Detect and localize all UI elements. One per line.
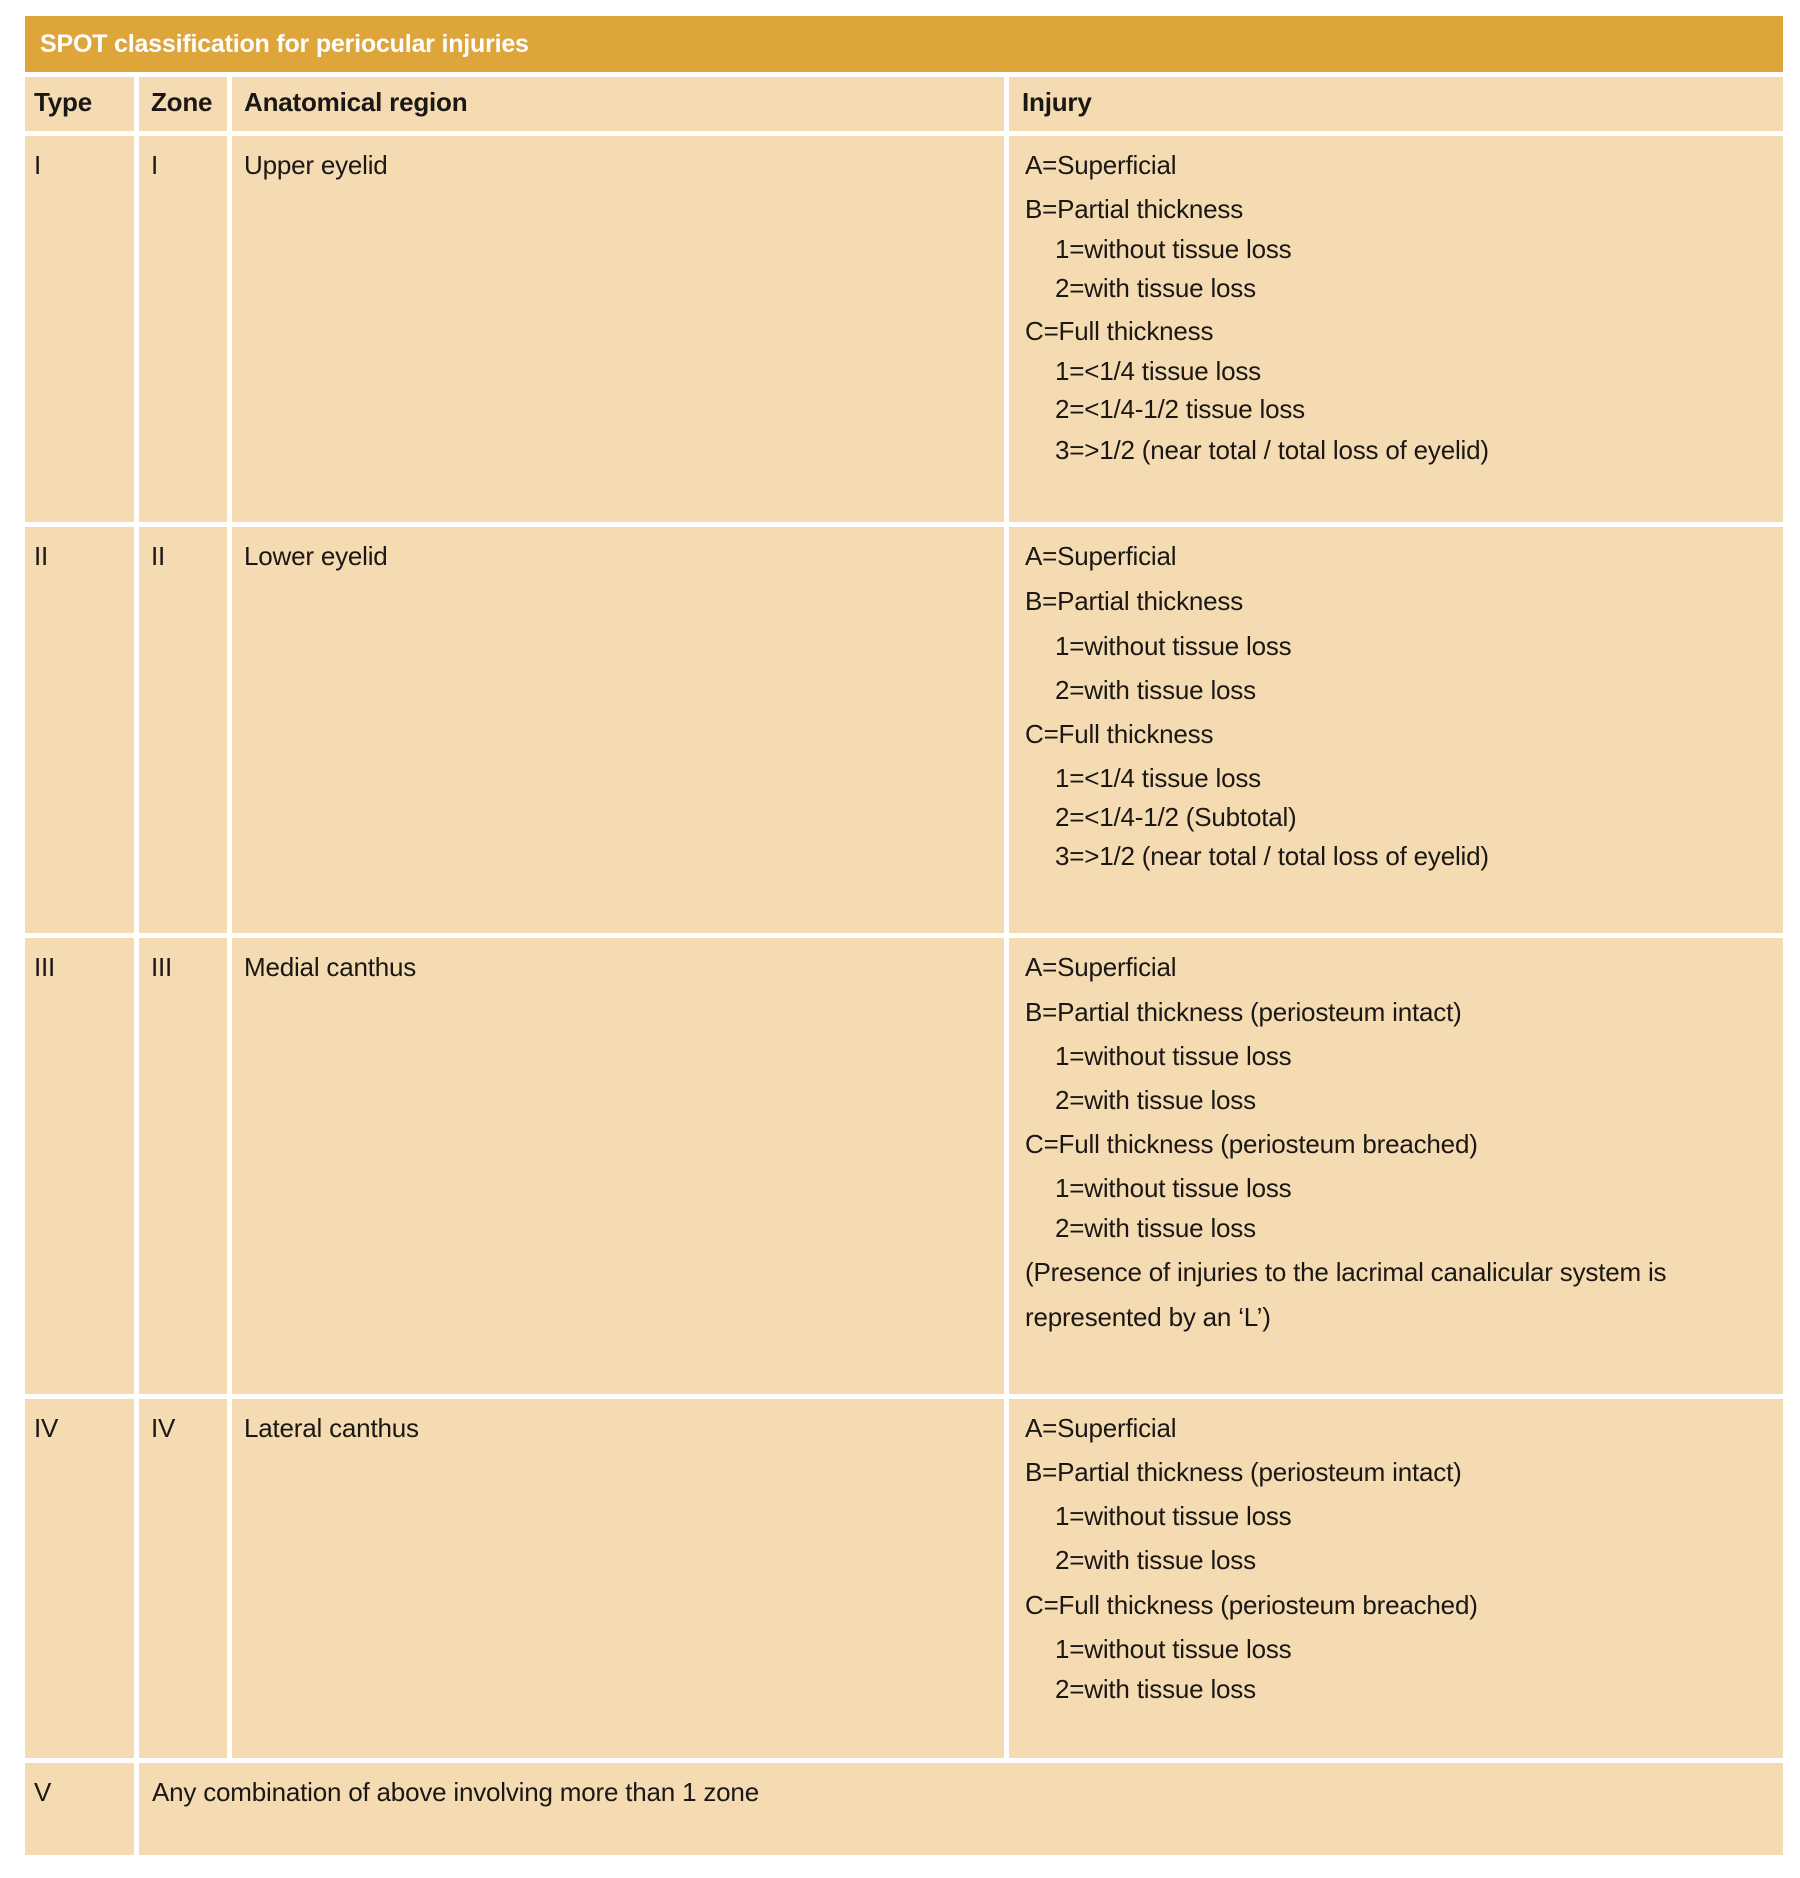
- table-row-region-text: Lower eyelid: [244, 541, 388, 571]
- injury-line: 1=without tissue loss: [1055, 1634, 1292, 1664]
- injury-line: A=Superficial: [1025, 952, 1177, 982]
- injury-line: A=Superficial: [1025, 541, 1177, 571]
- table-row-zone-text: II: [151, 541, 166, 571]
- injury-line: 1=<1/4 tissue loss: [1055, 763, 1261, 793]
- header-injury: Injury: [1009, 77, 1783, 131]
- table-row-zone-text: I: [151, 150, 159, 180]
- table-row-region: [232, 136, 1004, 522]
- table-row-zone: [139, 938, 227, 1394]
- table-row-v-type: V: [25, 1763, 134, 1855]
- table-row-zone: [139, 136, 227, 522]
- injury-line: B=Partial thickness (periosteum intact): [1025, 1457, 1462, 1487]
- injury-line: 3=>1/2 (near total / total loss of eyelid): [1055, 435, 1489, 465]
- table-row-type: [25, 527, 134, 933]
- injury-line: 2=<1/4-1/2 tissue loss: [1055, 394, 1305, 424]
- table-row-zone-text: III: [151, 952, 173, 982]
- injury-line: 2=<1/4-1/2 (Subtotal): [1055, 802, 1297, 832]
- injury-line: B=Partial thickness (periosteum intact): [1025, 997, 1462, 1027]
- injury-line: 1=without tissue loss: [1055, 631, 1292, 661]
- table-title: SPOT classification for periocular injuries: [25, 16, 1783, 72]
- header-anatomical-region: Anatomical region: [232, 77, 1004, 131]
- injury-line: A=Superficial: [1025, 150, 1177, 180]
- injury-line: A=Superficial: [1025, 1413, 1177, 1443]
- table-row-injury: [1009, 938, 1783, 1394]
- table-row-zone: [139, 1399, 227, 1758]
- header-type: Type: [25, 77, 134, 131]
- injury-line: C=Full thickness (periosteum breached): [1025, 1590, 1478, 1620]
- table-row-zone-text: IV: [151, 1413, 176, 1443]
- table-row-region-text: Medial canthus: [244, 952, 417, 982]
- injury-line: 1=without tissue loss: [1055, 1041, 1292, 1071]
- table-row-type: [25, 136, 134, 522]
- table-row-type-text: I: [34, 150, 42, 180]
- table-row-region-text: Upper eyelid: [244, 150, 388, 180]
- injury-line: 1=without tissue loss: [1055, 1501, 1292, 1531]
- table-row-injury: [1009, 1399, 1783, 1758]
- table-row-v-description: Any combination of above involving more than 1 zone: [139, 1763, 1783, 1855]
- table-row-region: [232, 938, 1004, 1394]
- injury-line: represented by an ‘L’): [1025, 1302, 1271, 1332]
- table-row-zone: [139, 527, 227, 933]
- table-row-type: [25, 1399, 134, 1758]
- table-row-injury: [1009, 136, 1783, 522]
- injury-line: 1=without tissue loss: [1055, 234, 1292, 264]
- injury-line: 2=with tissue loss: [1055, 1085, 1256, 1115]
- injury-line: 2=with tissue loss: [1055, 1674, 1256, 1704]
- injury-line: 1=without tissue loss: [1055, 1173, 1292, 1203]
- injury-line: 3=>1/2 (near total / total loss of eyelid): [1055, 841, 1489, 871]
- injury-line: B=Partial thickness: [1025, 586, 1244, 616]
- injury-line: B=Partial thickness: [1025, 194, 1244, 224]
- injury-line: 2=with tissue loss: [1055, 1213, 1256, 1243]
- injury-line: C=Full thickness: [1025, 316, 1214, 346]
- table-row-type: [25, 938, 134, 1394]
- table-row-region-text: Lateral canthus: [244, 1413, 419, 1443]
- header-zone: Zone: [139, 77, 227, 131]
- table-row-injury: [1009, 527, 1783, 933]
- injury-line: 2=with tissue loss: [1055, 273, 1256, 303]
- table-row-type-text: II: [34, 541, 49, 571]
- table-row-type-text: III: [34, 952, 56, 982]
- injury-line: 2=with tissue loss: [1055, 675, 1256, 705]
- table-row-region: [232, 1399, 1004, 1758]
- injury-line: (Presence of injuries to the lacrimal canalicular system is: [1025, 1257, 1667, 1287]
- injury-line: 2=with tissue loss: [1055, 1545, 1256, 1575]
- table-row-type-text: IV: [34, 1413, 59, 1443]
- injury-line: C=Full thickness: [1025, 719, 1214, 749]
- table-row-region: [232, 527, 1004, 933]
- injury-line: C=Full thickness (periosteum breached): [1025, 1129, 1478, 1159]
- injury-line: 1=<1/4 tissue loss: [1055, 356, 1261, 386]
